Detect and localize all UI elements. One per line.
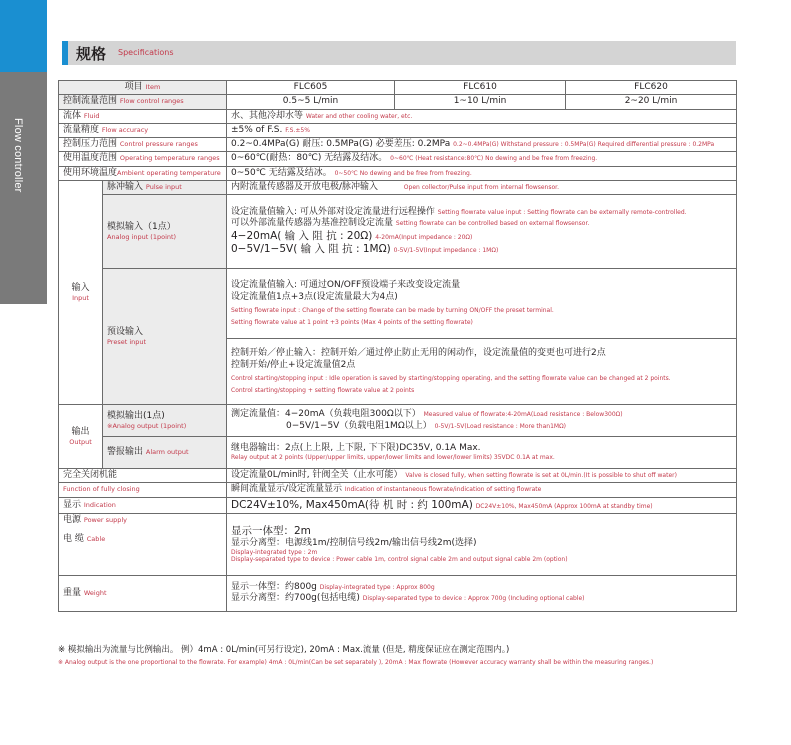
row-value: 设定流量值输入: 可从外部对设定流量进行远程操作 Setting flowrate value input : Setting flowrate can be externally remote-controlled. 可以外部流量传感器为基准控制设定流量 Setting flowrate can be controlled based on external flowsensor. 4−20mA( 输 入 阻 抗 : 20Ω) 4-20mA(Input impedance : 20Ω) 0−5V/1−5V( 输 入 阻 抗 : 1MΩ) 0-5V/1-5V(Input impedance : 1MΩ) — [227, 195, 737, 269]
table-row — [59, 469, 737, 483]
header-item: 项目 Item — [59, 81, 227, 95]
row-value: 0~60℃(耐热：80℃) 无结露及结冰。 0~60℃ (Heat resistance:80℃) No dewing and be free from freezing. — [227, 152, 737, 166]
footnote-cn: ※ 模拟输出为流量与比例输出。 例）4mA : 0L/min(可另行设定), 20mA : Max.流量 (但是, 精度保证应在测定范围内。) — [58, 645, 510, 655]
row-value: 水、其他冷却水等 Water and other cooling water, etc. — [227, 109, 737, 123]
table-row — [59, 180, 737, 194]
row-value: ±5% of F.S. F.S.±5% — [227, 123, 737, 137]
row-label: 流量精度 Flow accuracy — [59, 123, 227, 137]
row-value: 设定流量0L/min时, 针阀全关（止水可能） Valve is closed fully, when setting flowrate is set at 0L/min.(It is possible to shut off water) — [227, 469, 737, 483]
side-tab-accent — [0, 0, 47, 72]
table-row — [59, 109, 737, 123]
range-value-1: 0.5~5 L/min — [227, 95, 395, 109]
table-row — [59, 195, 737, 269]
row-value: 内附流量传感器及开放电极/脉冲输入 Open collector/Pulse input from internal flowsensor. — [227, 180, 737, 194]
table-row — [59, 152, 737, 166]
section-title: 规格 — [76, 45, 107, 63]
table-row — [59, 95, 737, 109]
header-model-3: FLC620 — [566, 81, 737, 95]
table-row — [59, 138, 737, 152]
row-label: 警报输出 Alarm output — [103, 437, 227, 469]
row-value: 控制开始／停止输入：控制开始／通过停止防止无用的闲动作，设定流量值的变更也可进行2点 控制开始/停止+设定流量值2点 Control starting/stopping input : Idle operation is saved by starting/stopping operating, and the setting flowrate value can be changed at 2 points. Control starting/stopping + setting flowrate value at 2 points — [227, 339, 737, 405]
row-label: 预设输入 Preset input — [103, 269, 227, 405]
row-label: 显示 Indication — [59, 497, 227, 513]
header-model-1: FLC605 — [227, 81, 395, 95]
row-label: 重量 Weight — [59, 575, 227, 611]
table-row — [59, 405, 737, 437]
row-label: 控制流量范围 Flow control ranges — [59, 95, 227, 109]
row-value: 0.2~0.4MPa(G) 耐压: 0.5MPa(G) 必要差压: 0.2MPa 0.2~0.4MPa(G) Withstand pressure : 0.5MPa(G) Required differential pressure : 0.2MPa — [227, 138, 737, 152]
row-label: Function of fully closing — [59, 483, 227, 497]
table-row — [59, 269, 737, 339]
row-label: 模拟输出(1点) ※Analog output (1point) — [103, 405, 227, 437]
table-row — [59, 513, 737, 575]
row-label: 控制压力范围 Control pressure ranges — [59, 138, 227, 152]
range-value-2: 1~10 L/min — [395, 95, 566, 109]
table-row — [59, 483, 737, 497]
row-value: 显示一体型：2m 显示分离型：电源线1m/控制信号线2m/输出信号线2m(选择) Display-integrated type : 2m Display-separated type to device : Power cable 1m, control signal cable 2m and output signal cable 2m (option) — [227, 513, 737, 575]
table-header-row — [59, 81, 737, 95]
header-model-2: FLC610 — [395, 81, 566, 95]
side-tab-label: Flow controller — [12, 118, 24, 193]
table-row — [59, 166, 737, 180]
row-value: 瞬间流量显示/设定流量显示 Indication of instantaneous flowrate/indication of setting flowrate — [227, 483, 737, 497]
side-tab — [0, 0, 47, 304]
row-value: 测定流量值：4−20mA（负载电阻300Ω以下） Measured value of flowrate:4-20mA(Load resistance : Below300Ω) 0−5V/1−5V（负载电阻1MΩ以上） 0-5V/1-5V(Load resistance : More than1MΩ) — [227, 405, 737, 437]
table-row — [59, 123, 737, 137]
table-row — [59, 575, 737, 611]
row-label: 完全关闭机能 — [59, 469, 227, 483]
footnote-en: ※ Analog output is the one proportional to the flowrate. For example) 4mA : 0L/min(Can be set separately ), 20mA : Max flowrate (However accuracy warranty shall be within the measuring ranges.) — [58, 659, 654, 666]
row-label: 电源 Power supply 电 缆 Cable — [59, 513, 227, 575]
section-title-marker — [62, 41, 68, 65]
table-row — [59, 497, 737, 513]
input-group-label: 输入 Input — [59, 180, 103, 404]
row-label: 脉冲输入 Pulse input — [103, 180, 227, 194]
output-group-label: 输出 Output — [59, 405, 103, 469]
row-value: 继电器输出：2点(上上限, 上下限, 下下限)DC35V, 0.1A Max. Relay output at 2 points (Upper/upper limits, upper/lower limits and lower/lower limits) 35VDC 0.1A at max. — [227, 437, 737, 469]
row-label: 流体 Fluid — [59, 109, 227, 123]
row-label: 使用环境温度Ambient operating temperature — [59, 166, 227, 180]
table-row — [59, 437, 737, 469]
row-value: 设定流量值输入: 可通过ON/OFF预设端子来改变设定流量 设定流量值1点+3点(设定流量最大为4点) Setting flowrate input : Change of the setting flowrate can be made by turning ON/OFF the preset terminal. Setting flowrate value at 1 point +3 points (Max 4 points of the setting flowrate) — [227, 269, 737, 339]
row-label: 使用温度范围 Operating temperature ranges — [59, 152, 227, 166]
row-value: 显示一体型：约800g Display-integrated type : Approx 800g 显示分离型：约700g(包括电缆) Display-separated type to device : Approx 700g (Including optional cable) — [227, 575, 737, 611]
section-title-en: Specifications — [118, 48, 174, 57]
row-label: 模拟输入（1点） Analog input (1point) — [103, 195, 227, 269]
spec-table — [58, 80, 737, 612]
range-value-3: 2~20 L/min — [566, 95, 737, 109]
row-value: DC24V±10%, Max450mA(待 机 时 : 约 100mA) DC24V±10%, Max450mA (Approx 100mA at standby time) — [227, 497, 737, 513]
row-value: 0~50℃ 无结露及结冰。 0~50℃ No dewing and be free from freezing. — [227, 166, 737, 180]
